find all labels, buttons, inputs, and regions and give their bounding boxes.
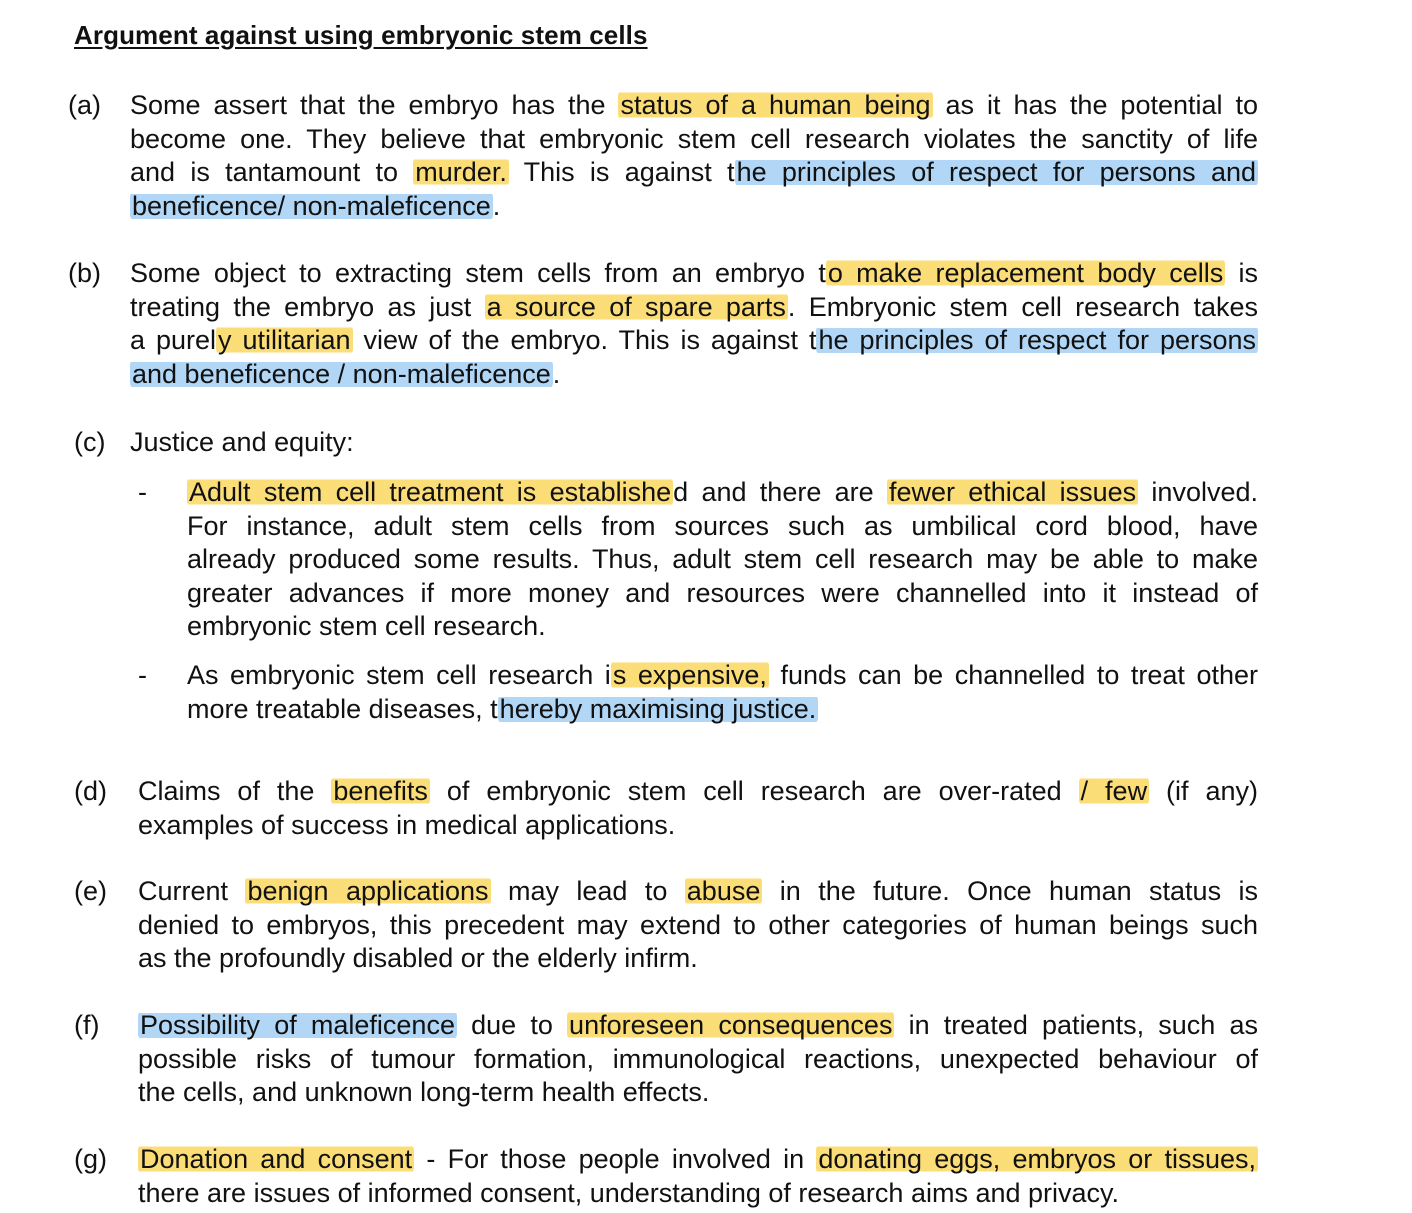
text-line: Justice and equity: bbox=[130, 427, 354, 457]
bullet-dash: - bbox=[138, 477, 147, 507]
text-line: Possibility of maleficence due to unforeseen consequences in treated patients, such as bbox=[140, 1010, 1258, 1040]
yellow-highlight: benign applications bbox=[247, 876, 489, 906]
item-label: (c) bbox=[74, 427, 106, 457]
blue-highlight: Possibility of maleficence bbox=[140, 1010, 455, 1040]
text-line: As embryonic stem cell research is expensive, funds can be channelled to treat other bbox=[187, 660, 1258, 690]
yellow-highlight: a source of spare parts bbox=[486, 291, 786, 322]
yellow-highlight: Adult stem cell treatment is establishe bbox=[189, 477, 672, 507]
item-text bbox=[138, 1143, 1258, 1210]
yellow-highlight: abuse bbox=[686, 876, 761, 906]
item-label: (e) bbox=[74, 876, 107, 906]
text-line: more treatable diseases, thereby maximising justice. bbox=[187, 693, 817, 724]
yellow-highlight: donating eggs, embryos or tissues, bbox=[818, 1144, 1256, 1174]
yellow-highlight: benefits bbox=[333, 776, 428, 806]
text-line: Some assert that the embryo has the status of a human being as it has the potential to bbox=[130, 90, 1258, 120]
text-line: Current benign applications may lead to abuse in the future. Once human status is bbox=[138, 876, 1258, 906]
sub-item-text bbox=[187, 476, 1258, 644]
item-label: (b) bbox=[68, 258, 101, 288]
yellow-highlight: s expensive, bbox=[612, 660, 767, 690]
yellow-highlight: status of a human being bbox=[620, 90, 931, 120]
yellow-highlight: fewer ethical issues bbox=[888, 477, 1137, 507]
item-label: (f) bbox=[74, 1010, 100, 1040]
item-label: (g) bbox=[74, 1144, 107, 1174]
text-line: denied to embryos, this precedent may extend to other categories of human beings such bbox=[138, 909, 1258, 940]
text-line: there are issues of informed consent, understanding of research aims and privacy. bbox=[138, 1177, 1120, 1208]
blue-highlight: he principles of respect for persons and bbox=[736, 157, 1257, 187]
blue-highlight: and beneficence / non-maleficence bbox=[132, 358, 551, 389]
item-label: (d) bbox=[74, 776, 107, 806]
yellow-highlight: unforeseen consequences bbox=[569, 1010, 893, 1040]
blue-highlight: beneficence/ non-maleficence bbox=[132, 190, 491, 221]
text-line: Adult stem cell treatment is established and there are fewer ethical issues involved. bbox=[189, 477, 1258, 507]
item-text bbox=[130, 426, 1258, 460]
text-line: the cells, and unknown long-term health effects. bbox=[138, 1077, 710, 1107]
item-text bbox=[138, 875, 1258, 976]
text-line: treating the embryo as just a source of spare parts. Embryonic stem cell research takes bbox=[130, 291, 1258, 322]
text-line: already produced some results. Thus, adult stem cell research may be able to make bbox=[187, 544, 1258, 574]
yellow-highlight: murder. bbox=[415, 157, 507, 187]
text-line: possible risks of tumour formation, immunological reactions, unexpected behaviour of bbox=[138, 1043, 1258, 1074]
item-label: (a) bbox=[68, 90, 101, 120]
item-text bbox=[138, 775, 1258, 842]
item-text bbox=[130, 89, 1258, 223]
sub-item-text bbox=[187, 659, 1258, 726]
text-line: Some object to extracting stem cells from an embryo to make replacement body cells is bbox=[130, 258, 1258, 288]
item-text bbox=[138, 1009, 1258, 1110]
bullet-dash: - bbox=[138, 660, 147, 690]
text-line: examples of success in medical applications. bbox=[138, 809, 676, 840]
item-text bbox=[130, 257, 1258, 391]
blue-highlight: hereby maximising justice. bbox=[499, 693, 817, 724]
text-line: beneficence/ non-maleficence. bbox=[132, 190, 501, 221]
text-line: as the profoundly disabled or the elderly infirm. bbox=[138, 943, 698, 973]
text-line: and is tantamount to murder. This is against the principles of respect for persons and bbox=[130, 157, 1257, 187]
page-title: Argument against using embryonic stem cells bbox=[74, 20, 648, 50]
text-line: For instance, adult stem cells from sources such as umbilical cord blood, have bbox=[187, 510, 1258, 541]
yellow-highlight: y utilitarian bbox=[218, 325, 351, 355]
blue-highlight: he principles of respect for persons bbox=[818, 325, 1257, 355]
text-line: become one. They believe that embryonic stem cell research violates the sanctity of life bbox=[130, 123, 1258, 154]
text-line: Claims of the benefits of embryonic stem cell research are over-rated / few (if any) bbox=[138, 776, 1258, 806]
yellow-highlight: o make replacement body cells bbox=[827, 258, 1224, 288]
yellow-highlight: / few bbox=[1080, 776, 1148, 806]
text-line: Donation and consent - For those people involved in donating eggs, embryos or tissues, bbox=[140, 1144, 1256, 1174]
text-line: greater advances if more money and resources were channelled into it instead of bbox=[187, 577, 1258, 608]
text-line: embryonic stem cell research. bbox=[187, 611, 546, 641]
text-line: and beneficence / non-maleficence. bbox=[132, 358, 561, 389]
yellow-highlight: Donation and consent bbox=[140, 1144, 413, 1174]
text-line: a purely utilitarian view of the embryo. This is against the principles of respect for persons bbox=[130, 325, 1257, 355]
